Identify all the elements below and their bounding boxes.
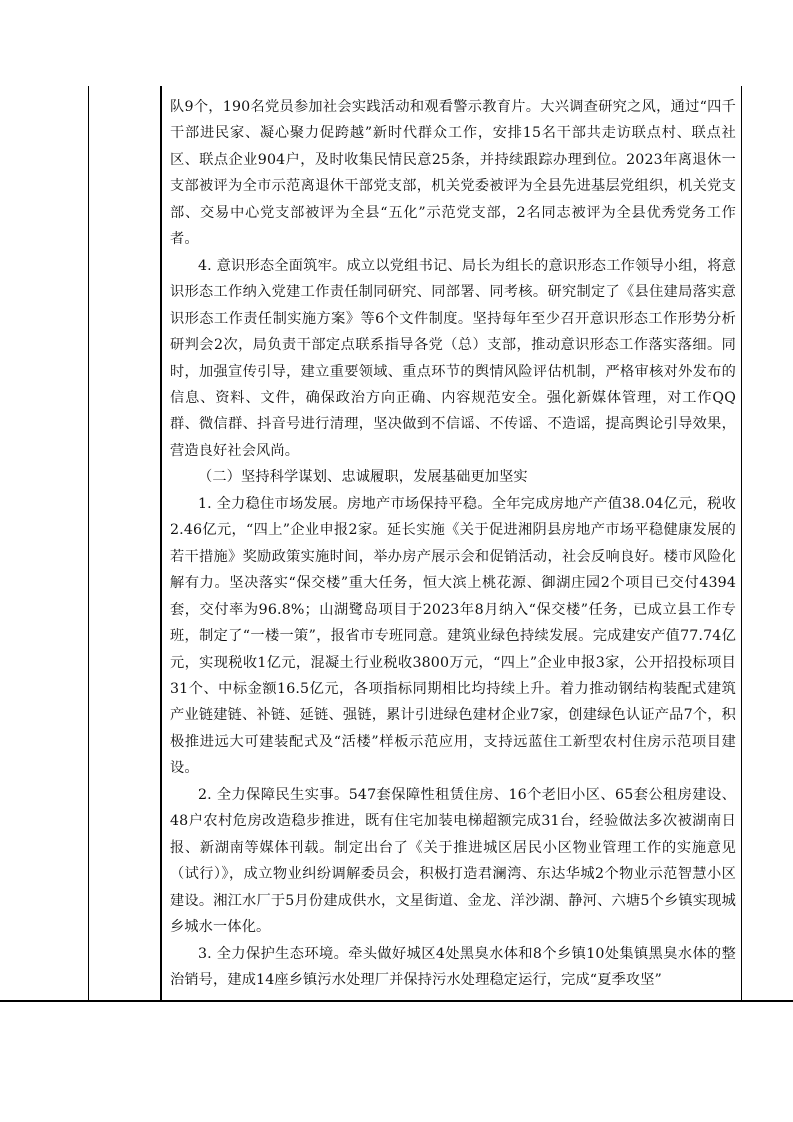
- paragraph-market: 1. 全力稳住市场发展。房地产市场保持平稳。全年完成房地产产值38.04亿元，税收2.46亿元，“四上”企业申报2家。延长实施《关于促进湘阴县房地产市场平稳健康发展的若干措施》奖励政策实施时间，举办房产展示会和促销活动，社会反响良好。楼市风险化解有力。坚决落实“保交楼”重大任务，恒大滨上桃花源、御湖庄园2个项目已交付4394套，交付率为96.8%；山湖鹭岛项目于2023年8月纳入“保交楼”任务，已成立县工作专班，制定了“一楼一策”，报省市专班同意。建筑业绿色持续发展。完成建安产值77.74亿元，实现税收1亿元，混凝土行业税收3800万元，“四上”企业申报3家，公开招投标项目31个、中标金额16.5亿元，各项指标同期相比均持续上升。着力推动钢结构装配式建筑产业链建链、补链、延链、强链，累计引进绿色建材企业7家，创建绿色认证产品7个，积极推进远大可建装配式及“活楼”样板示范应用，支持远蓝住工新型农村住房示范项目建设。: [170, 495, 736, 777]
- body-text: [170, 94, 736, 993]
- table-column-divider: [160, 86, 162, 1002]
- paragraph-continuation: 队9个，190名党员参加社会实践活动和观看警示教育片。大兴调查研究之风，通过“四千干部进民家、凝心聚力促跨越”新时代群众工作，安排15名干部共走访联点村、联点社区、联点企业904户，及时收集民情民意25条，并持续跟踪办理到位。2023年离退休一支部被评为全市示范离退休干部党支部，机关党委被评为全县先进基层党组织，机关党支部、交易中心党支部被评为全县“五化”示范党支部，2名同志被评为全县优秀党务工作者。: [170, 99, 736, 248]
- paragraph-ideology: 4. 意识形态全面筑牢。成立以党组书记、局长为组长的意识形态工作领导小组，将意识形态工作纳入党建工作责任制同研究、同部署、同考核。研究制定了《县住建局落实意识形态工作责任制实施方案》等6个文件制度。坚持每年至少召开意识形态工作形势分析研判会2次，局负责干部定点联系指导各党（总）支部，推动意识形态工作落实落细。同时，加强宣传引导，建立重要领域、重点环节的舆情风险评估机制，严格审核对外发布的信息、资料、文件，确保政治方向正确、内容规范安全。强化新媒体管理，对工作QQ群、微信群、抖音号进行清理，坚决做到不信谣、不传谣、不造谣，提高舆论引导效果，营造良好社会风尚。: [170, 257, 736, 459]
- page-bottom-rule: [0, 1000, 793, 1002]
- paragraph-ecology: 3. 全力保护生态环境。牵头做好城区4处黑臭水体和8个乡镇10处集镇黑臭水体的整治销号，建成14座乡镇污水处理厂并保持污水处理稳定运行，完成“夏季攻坚”: [170, 945, 736, 988]
- paragraph-livelihood: 2. 全力保障民生实事。547套保障性租赁住房、16个老旧小区、65套公租房建设、48户农村危房改造稳步推进，既有住宅加装电梯超额完成31台，经验做法多次被湖南日报、新湖南等媒体刊载。制定出台了《关于推进城区居民小区物业管理工作的实施意见（试行）》，成立物业纠纷调解委员会，积极打造君澜湾、东达华城2个物业示范智慧小区建设。湘江水厂于5月份建成供水，文星街道、金龙、洋沙湖、静河、六塘5个乡镇实现城乡城水一体化。: [170, 786, 736, 936]
- section-heading: （二）坚持科学谋划、忠诚履职，发展基础更加坚实: [198, 469, 528, 486]
